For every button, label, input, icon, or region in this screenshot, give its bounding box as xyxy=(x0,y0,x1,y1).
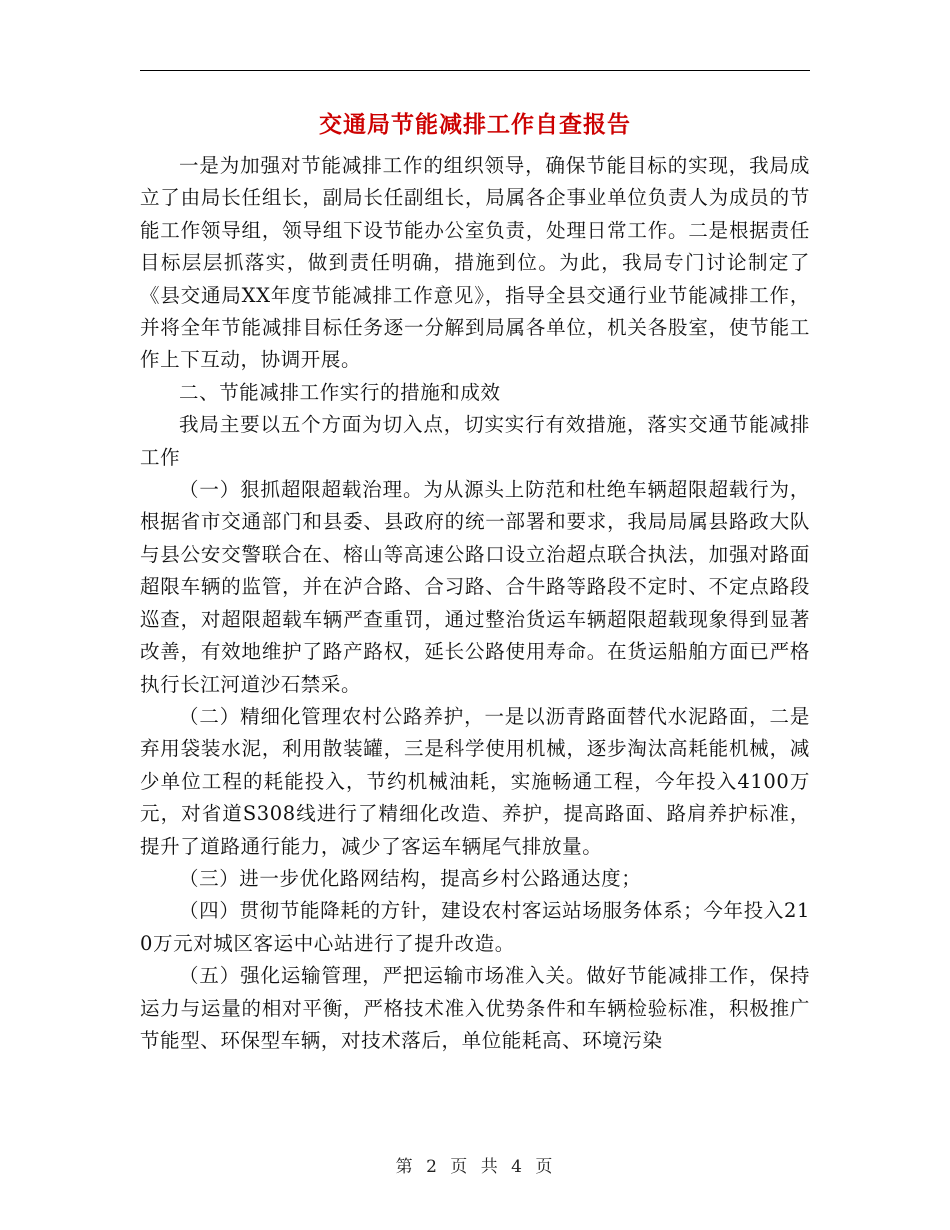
paragraph-transport-management: （五）强化运输管理，严把运输市场准入关。做好节能减排工作，保持运力与运量的相对平衡，严格技术准入优势条件和车辆检验标准，积极推广节能型、环保型车辆，对技术落后，单位能耗高、环境污染 xyxy=(140,964,810,1052)
footer-total-word: 共 xyxy=(480,1157,500,1177)
footer-suffix: 页 xyxy=(535,1157,555,1177)
paragraph-five-aspects: 我局主要以五个方面为切入点，切实实行有效措施，落实交通节能减排工作 xyxy=(140,413,810,469)
header-rule xyxy=(140,70,810,71)
document-title: 交通局节能减排工作自查报告 xyxy=(319,111,631,138)
document-body xyxy=(140,150,810,1057)
paragraph-passenger-stations: （四）贯彻节能降耗的方针，建设农村客运站场服务体系；今年投入210万元对城区客运中心站进行了提升改造。 xyxy=(140,899,810,955)
paragraph-leadership: 一是为加强对节能减排工作的组织领导，确保节能目标的实现，我局成立了由局长任组长，副局长任副组长，局属各企事业单位负责人为成员的节能工作领导组，领导组下设节能办公室负责，处理日常工作。二是根据责任目标层层抓落实，做到责任明确，措施到位。为此，我局专门讨论制定了《县交通局XX年度节能减排工作意见》，指导全县交通行业节能减排工作，并将全年节能减排目标任务逐一分解到局属各单位，机关各股室，使节能工作上下互动，协调开展。 xyxy=(140,154,810,372)
paragraph-road-network: （三）进一步优化路网结构，提高乡村公路通达度； xyxy=(179,866,642,890)
section-heading-measures: 二、节能减排工作实行的措施和成效 xyxy=(179,380,501,404)
paragraph-overload-control: （一）狠抓超限超载治理。为从源头上防范和杜绝车辆超限超载行为，根据省市交通部门和县委、县政府的统一部署和要求，我局局属县路政大队与县公安交警联合在、榕山等高速公路口设立治超点联合执法，加强对路面超限车辆的监管，并在泸合路、合习路、合牛路等路段不定时、不定点路段巡查，对超限超载车辆严查重罚，通过整治货运车辆超限超载现象得到显著改善，有效地维护了路产路权，延长公路使用寿命。在货运船舶方面已严格执行长江河道沙石禁采。 xyxy=(140,478,810,696)
page-number-footer xyxy=(0,1152,950,1177)
footer-total-pages: 4 xyxy=(511,1157,524,1177)
footer-prefix: 第 xyxy=(395,1157,415,1177)
footer-current-page: 2 xyxy=(426,1157,439,1177)
footer-page-word: 页 xyxy=(450,1157,470,1177)
paragraph-road-maintenance: （二）精细化管理农村公路养护，一是以沥青路面替代水泥路面，二是弃用袋装水泥，利用散装罐，三是科学使用机械，逐步淘汰高耗能机械，减少单位工程的耗能投入，节约机械油耗，实施畅通工程，今年投入4100万元，对省道S308线进行了精细化改造、养护，提高路面、路肩养护标准，提升了道路通行能力，减少了客运车辆尾气排放量。 xyxy=(140,704,810,858)
